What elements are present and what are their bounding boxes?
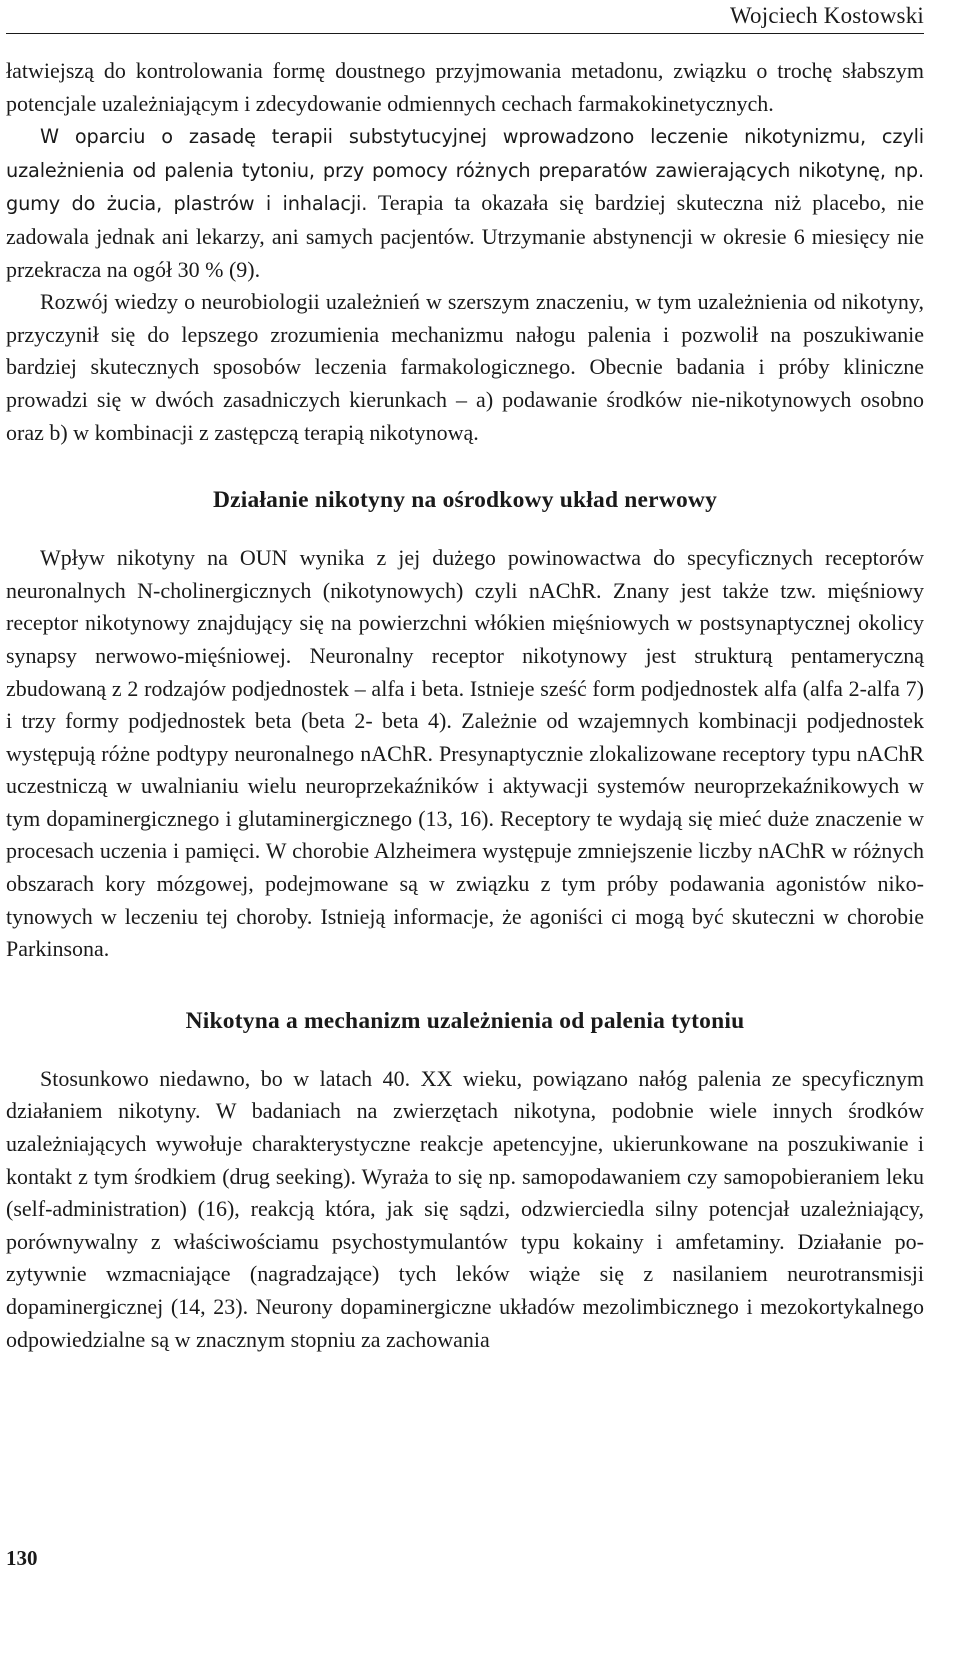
paragraph-1: łatwiejszą do kontrolowania formę doustnego przyjmowania metadonu, związku o trochę słabszym potencjale uzależniającym i zdecydowanie odmiennych cechach farmakokinetycznych. — [6, 58, 924, 116]
paragraph-5: Stosunkowo niedawno, bo w latach 40. XX wieku, powiązano nałóg palenia ze specyficznym działaniem nikotyny. W badaniach na zwierzętach nikotyna, podobnie wiele innych środków uzależniających wywołuje charakterystyczne reakcje apetencyjne, ukierunkowane na poszukiwanie i kontakt z tym środkiem (drug seeking). Wyraża to się np. samopodawaniem czy samopobieraniem leku (self-administration) (16), reakcją która, jak się sądzi, odzwierciedla silny potencjał uzależniający, porównywalny z właściwościamu psychostymulantów typu kokainy i amfetaminy. Działanie pozytywnie wzmacniające (nagradzające) tych leków wiąże się z nasilaniem neurotransmisji dopaminergicznej (14, 23). Neurony dopaminergiczne układów mezolimbicznego i mezokortykalnego odpowiedzialne są w znacznym stopniu za zachowania — [6, 1065, 924, 1352]
paragraph-3: Rozwój wiedzy o neurobiologii uzależnień w szerszym znaczeniu, w tym uzależnienia od nikotyny, przyczynił się do lepszego zrozumienia mechanizmu nałogu palenia i pozwolił na poszukiwanie bardziej skutecznych sposobów leczenia farmakologicznego. Obecnie badania i próby kliniczne prowadzi się w dwóch zasadniczych kierunkach – a) podawanie środków nie-nikotynowych osobno oraz b) w kombinacji z zastępczą terapią nikotynową. — [6, 289, 924, 445]
section-heading-nicotine-addiction: Nikotyna a mechanizm uzależnienia od palenia tytoniu — [185, 1007, 745, 1034]
section-heading-nicotine-cns: Działanie nikotyny na ośrodkowy układ nerwowy — [212, 487, 718, 514]
paragraph-4: Wpływ nikotyny na OUN wynika z jej dużego powinowactwa do specyficznych receptorów neuronalnych N-cholinergicznych (nikotynowych) czyli nAChR. Znany jest także tzw. mięśniowy receptor nikotynowy znajdujący się na powierzchni włókien mięśniowych w postsynaptycznej okolicy synapsy nerwowo-mięśniowej. Neuronalny receptor nikotynowy jest strukturą pentameryczną zbudowaną z 2 rodzajów podjednostek – alfa i beta. Istnieje sześć form podjednostek alfa (alfa 2-alfa 7) i trzy formy podjednostek beta (beta 2- beta 4). Zależnie od wzajemnych kombinacji podjednostek występują różne podtypy neuronalnego nAChR. Presynaptycznie zlokalizowane receptory typu nAChR uczestniczą w uwalnianiu wielu neuroprzekaźników i aktywacji systemów neuroprzekaźnikowych w tym dopaminergicznego i glutaminergicznego (13, 16). Receptory te wydają się mieć duże znaczenie w procesach uczenia i pamięci. W chorobie Alzheimera występuje zmniejszenie liczby nAChR w różnych obszarach kory mózgowej, podejmowane są w związku z tym próby podawania agonistów nikotynowych w leczeniu tej choroby. Istnieją informacje, że agoniści ci mogą być skuteczni w chorobie Parkinsona. — [6, 545, 924, 962]
header-rule — [6, 33, 924, 34]
page-number: 130 — [6, 1546, 38, 1570]
paragraph-2-part-1: W oparciu o zasadę terapii substytucyjnej wprowadzono leczenie nikotynizmu, czyli uzależnienia od palenia tytoniu, przy pomocy różnych preparatów zawierających nikotynę, np. gumy do żucia, plastrów i inhalacji. — [6, 125, 924, 216]
body-text — [6, 55, 924, 1356]
paragraph-2 — [6, 120, 924, 286]
paragraph-2-part-2: Terapia ta okazała się bardziej skuteczna niż placebo, nie zadowala jednak ani lekarzy, ani samych pacjentów. Utrzymanie abstynencji w okresie 6 miesięcy nie przekracza na ogół 30 % (9). — [6, 190, 924, 282]
running-header-author: Wojciech Kostowski — [729, 3, 924, 28]
